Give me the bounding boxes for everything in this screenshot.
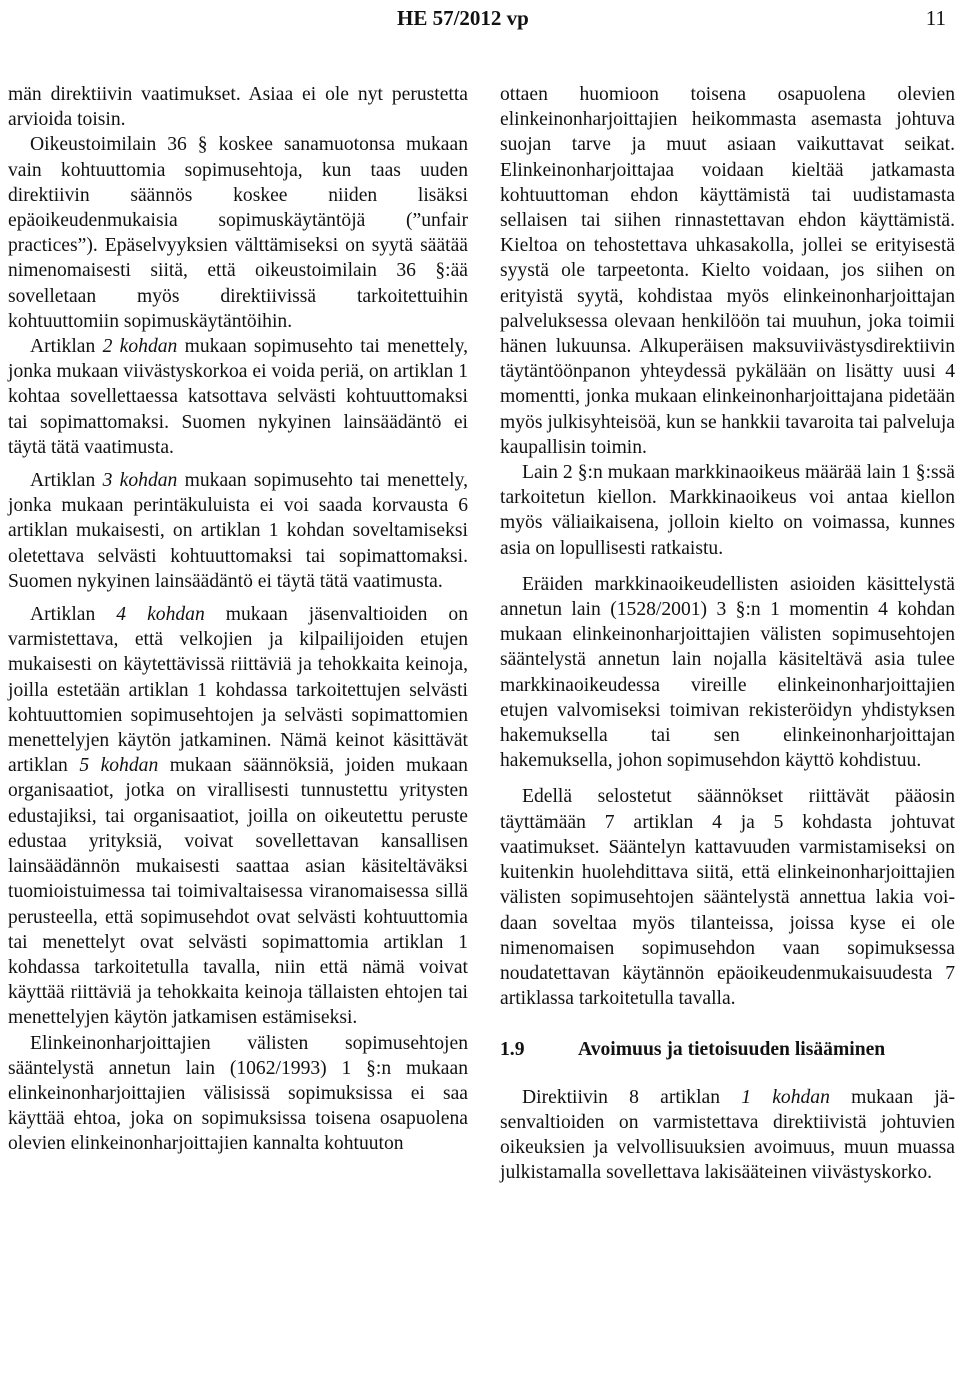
text-run: Artiklan [30, 336, 103, 358]
paragraph: Lain 2 §:n mukaan markkinaoikeus määrää lain 1 §:ssä tarkoitetun kiellon. Markkinaoikeus voi antaa kiellon myös väliaikaisena, jolloin kielto on voimassa, kunnes asia on lopullisesti ratkaistu. [500, 462, 955, 559]
text-run: Direktiivin 8 artiklan [522, 1086, 742, 1108]
paragraph [8, 468, 468, 594]
section-heading [500, 1037, 955, 1062]
italic-text: 1 kohdan [741, 1086, 830, 1108]
paragraph: män direktiivin vaatimukset. Asiaa ei ole nyt perustetta arvioida toisin. [8, 84, 468, 131]
page-header [0, 6, 960, 36]
text-run: mukaan jäsenvaltioiden on varmistettava, että velkojien ja kilpailijoiden etujen mukaisesti on käytettävissä riittäviä ja tehokkaita keinoja, joilla estetään artiklan 1 kohdassa tarkoitettujen selvästi kohtuuttomien sopimusehtojen ja selvästi sopimattomien menettelyjen käytön jatkaminen. Nämä keinot käsittävät artiklan [8, 604, 468, 777]
text-run: Artiklan [30, 604, 117, 626]
paragraph: Eräiden markkinaoikeudellisten asioiden käsittelystä annetun lain (1528/2001) 3 §:n 1 momentin 4 kohdan mukaan elinkeinonharjoittajien välisten sopimusehtojen sääntelystä annetun lain nojalla käsiteltävä asia tulee markkinaoikeudessa vireille elinkeinonharjoittajien etujen valvomiseksi toimivan rekisteröidyn yhdistyksen hakemuksella tai sen elinkeinonharjoittajan hakemuksella, johon sopimusehdon käyttö kohdistuu. [500, 573, 955, 772]
paragraph [8, 334, 468, 460]
page-number: 11 [925, 6, 946, 30]
paragraph [500, 1085, 955, 1186]
italic-text: 4 kohdan [116, 604, 205, 626]
paragraph: Edellä selostetut säännökset riittävät pääosin täyttämään 7 artiklan 4 ja 5 kohdasta johtuvat vaatimukset. Sääntelyn kattavuuden varmistamiseksi on kuitenkin huolehdittava siitä, että elinkeinonharjoittajien välisten sopimusehtojen sääntelystä annettua lakia voidaan soveltaa myös tilanteissa, joissa kyse ei ole nimenomaisen sopimusehdon vaan sopimuksessa noudatettavan käytännön epäoikeudenmukaisuudesta 7 artiklassa tarkoitetulla tavalla. [500, 786, 955, 1010]
left-column [8, 82, 468, 1157]
document-id: HE 57/2012 vp [397, 6, 529, 30]
section-number: 1.9 [500, 1039, 525, 1061]
right-column [500, 82, 955, 1185]
text-run: mukaan jäsenvaltioiden on varmistettava direktiivistä johtuvien oikeuksien ja velvollisuuksien avoimuus, muun muassa julkistamalla sovellettava lakisääteinen viivästyskorko. [500, 1086, 955, 1184]
text-run: mukaan sopimusehto tai menettely, jonka mukaan viivästyskorkoa ei voida periä, on artiklan 1 kohtaa sovellettaessa katsottava selvästi kohtuuttomaksi tai sopimattomaksi. Suomen nykyinen lainsäädäntö ei täytä tätä vaatimusta. [8, 336, 468, 458]
paragraph [8, 602, 468, 1030]
italic-text: 2 kohdan [102, 336, 178, 358]
text-run: Artiklan [30, 470, 103, 492]
italic-text: 3 kohdan [102, 470, 178, 492]
paragraph: Oikeustoimilain 36 § koskee sanamuotonsa mukaan vain kohtuuttomia sopimusehtoja, kun taas uuden direktiivin säännös koskee niiden lisäksi epäoikeudenmukaisia sopimuskäytäntöjä (”unfair practices”). Epäselvyyksien välttämiseksi on syytä säätää nimenomaisesti siitä, että oikeustoimilain 36 §:ää sovelletaan myös direktiivissä tarkoitettuihin kohtuuttomiin sopimuskäytäntöihin. [8, 134, 468, 332]
paragraph: Elinkeinonharjoittajien välisten sopimusehtojen sääntelystä annetun lain (1062/1993) 1 §:n mukaan elinkeinonharjoittajien välisissä sopimuksissa ei saa käyttää ehtoa, joka on sopimuksissa toisena osapuolena olevien elinkeinonharjoittajien kannalta kohtuuton [8, 1032, 468, 1155]
text-run: mukaan sopimusehto tai menettely, jonka mukaan perintäkuluista ei voi saada korvausta 6 artiklan mukaisesti, on artiklan 1 kohdan soveltamiseksi oletettava selvästi kohtuuttomaksi tai sopimattomaksi. Suomen nykyinen lainsäädäntö ei täytä tätä vaatimusta. [8, 470, 468, 592]
italic-text: 5 kohdan [79, 755, 159, 777]
paragraph: ottaen huomioon toisena osapuolena olevien elinkeinonharjoittajien heikommasta asemasta johtuva suojan tarve ja muut asiaan vaikuttavat seikat. Elinkeinonharjoittajaa voidaan kieltää jatkamasta kohtuuttoman ehdon käyttämistä tai uudistamasta sellaisen tai siihen rinnastettavan ehdon käyttämistä. Kieltoa on tehostettava uhkasakolla, jollei se erityisestä syystä ole tarpeetonta. Kielto voidaan, jos siihen on erityistä syytä, kohdistaa myös elinkeinonharjoittajan palveluksessa olevaan henkilöön tai muuhun, joka toimii hänen lukuunsa. Alkuperäisen maksuviivästysdirektiivin täytäntöönpanon yhteydessä pykälään on lisätty uusi 4 momentti, jonka mukaan elinkeinonharjoittajana pidetään myös julkisyhteisöä, kun se hankkii tavaroita tai palveluja kaupallisin toimin. [500, 84, 955, 458]
text-run: mukaan säännöksiä, joiden mukaan organisaatiot, jotka on virallisesti tunnustettu yritysten edustajiksi, tai organisaatiot, joilla on oikeutettu peruste edustaa yrityksiä, voivat sovellettavan kansallisen lainsäädännön mukaisesti saattaa asian käsiteltäväksi tuomioistuimessa tai toimivaltaisessa viranomaisessa sillä perusteella, että sopimusehdot ovat selvästi kohtuuttomia tai menettelyt ovat selvästi sopimattomia artiklan 1 kohdassa tarkoitetulla tavalla, niin että nämä voivat käyttää riittäviä ja tehokkaita keinoja tällaisten ehtojen tai menettelyjen käytön jatkamisen estämiseksi. [8, 755, 468, 1029]
section-title: Avoimuus ja tietoisuuden lisääminen [578, 1039, 886, 1061]
